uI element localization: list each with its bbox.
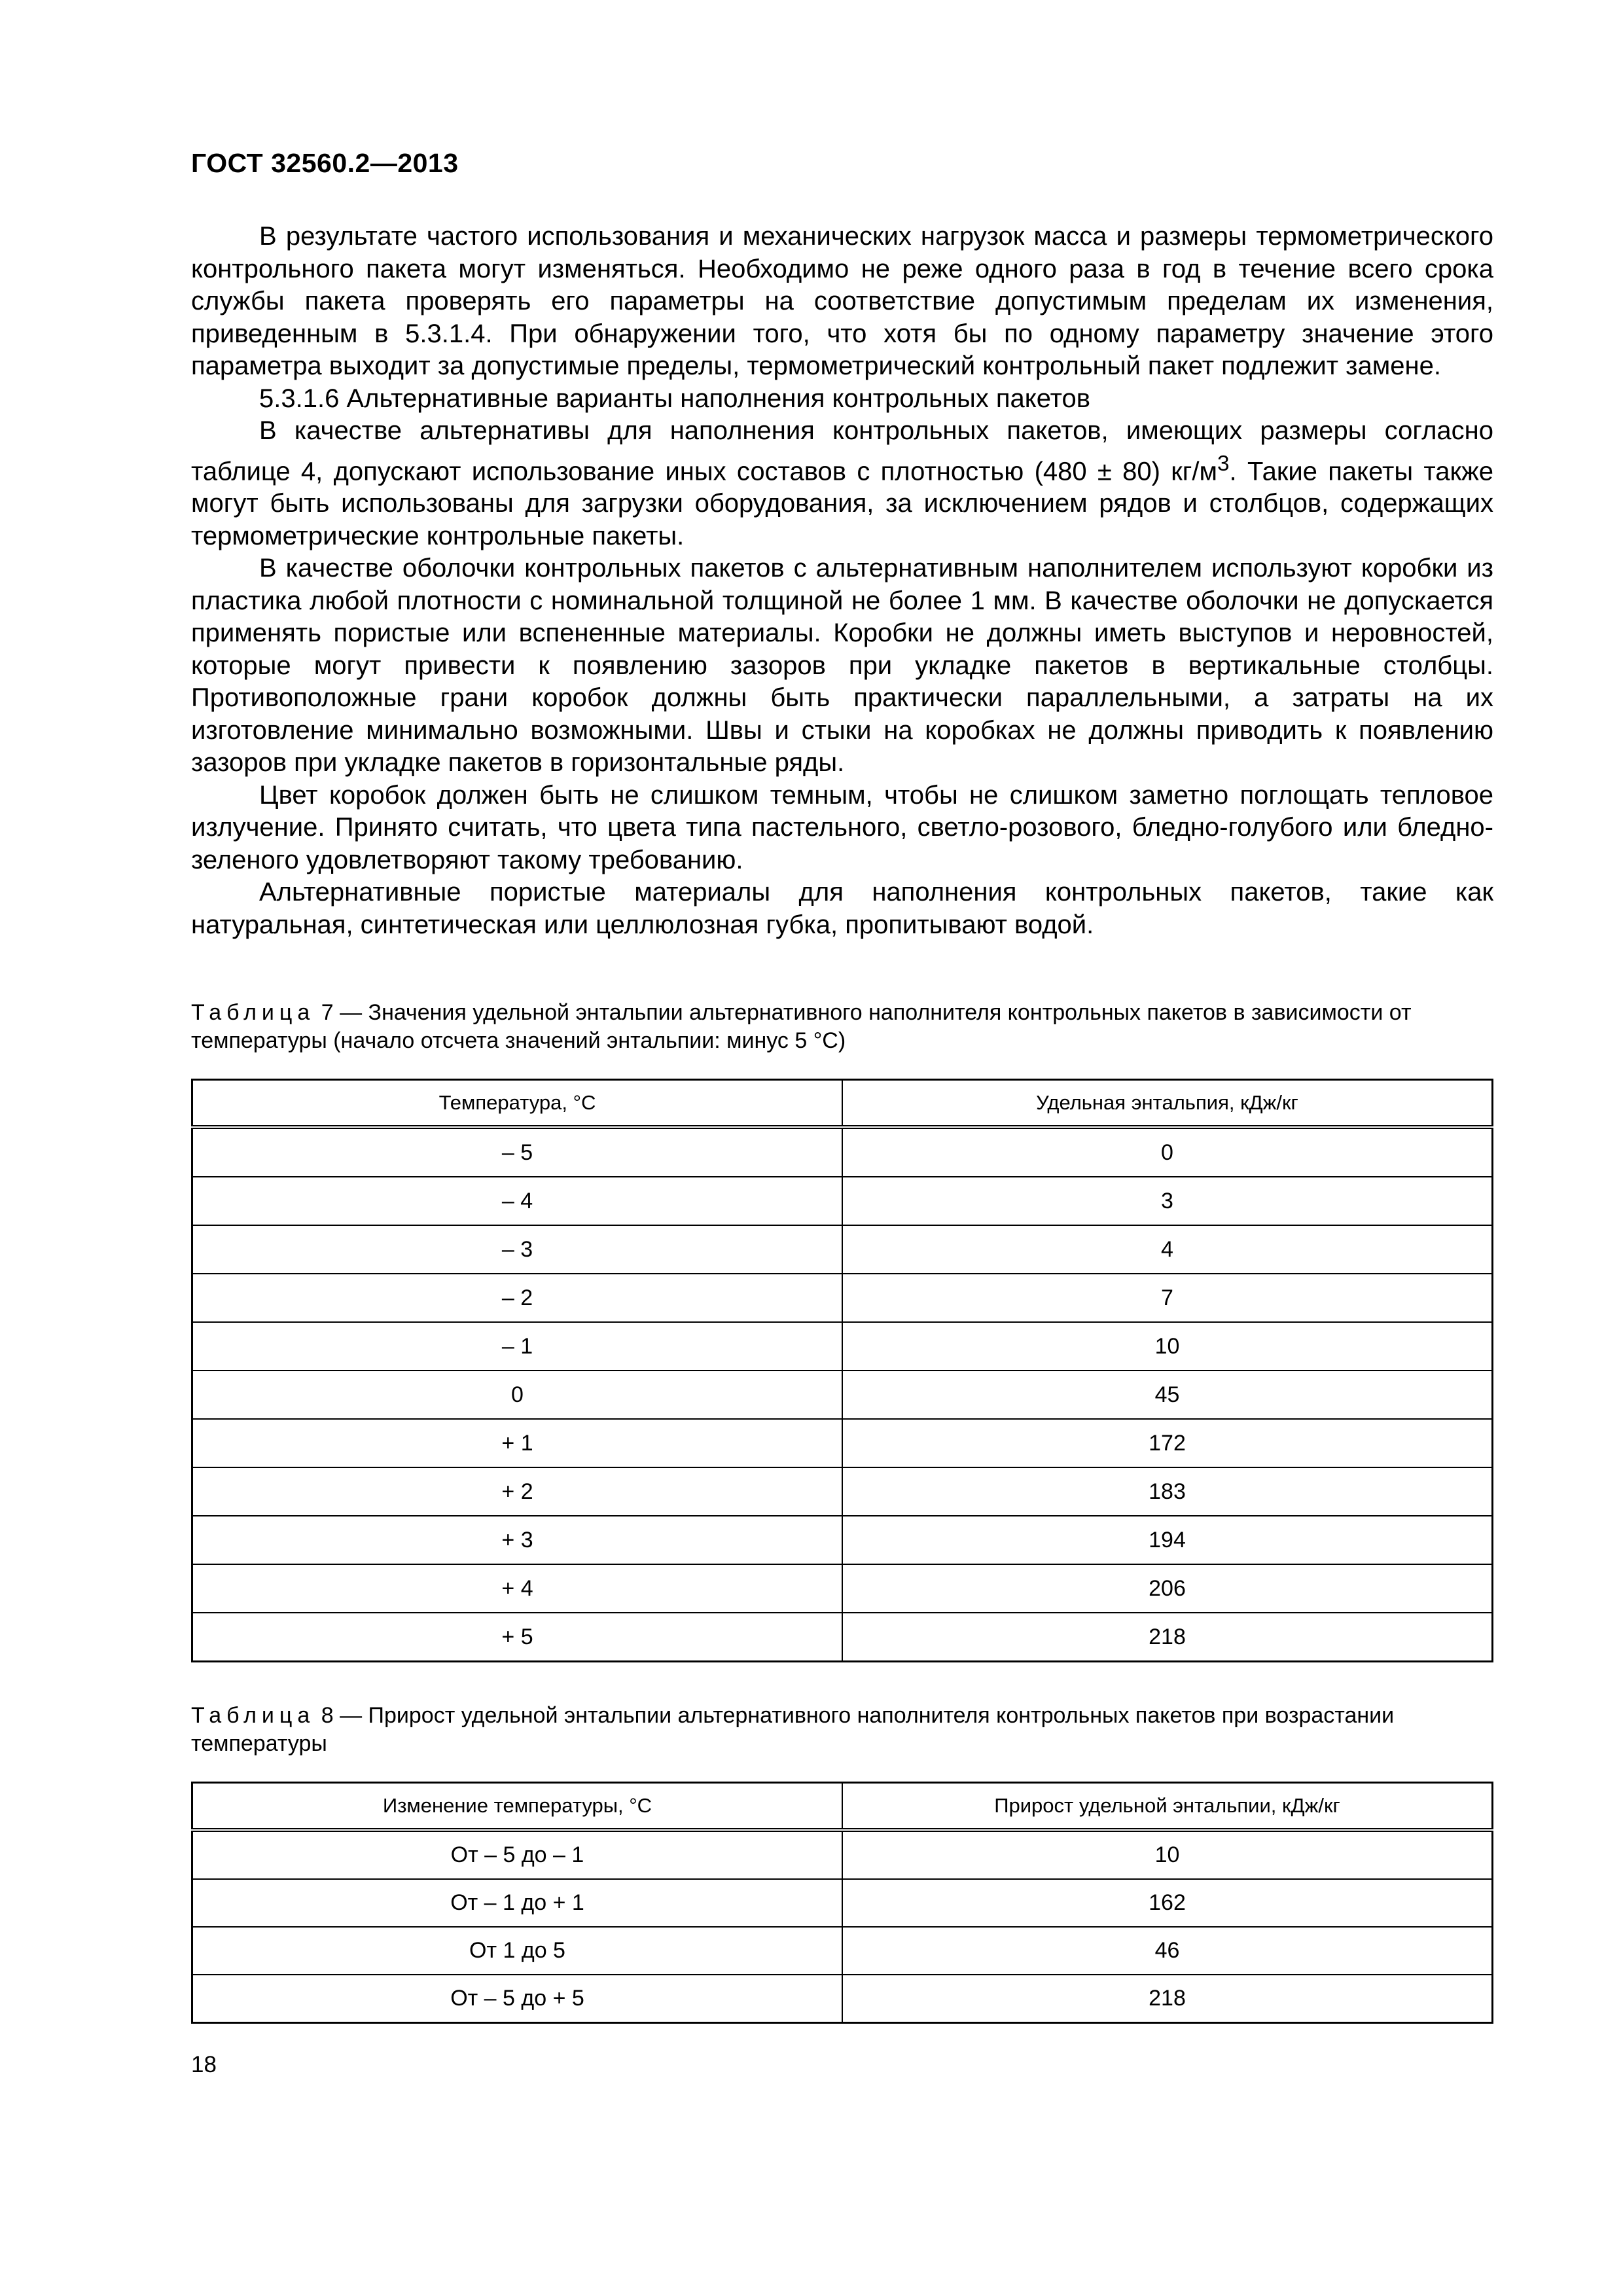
table-row	[192, 1830, 1493, 1879]
table-cell: 194	[842, 1516, 1493, 1564]
table-cell: 0	[192, 1371, 843, 1419]
table-cell: 45	[842, 1371, 1493, 1419]
page-number: 18	[191, 2052, 217, 2077]
table-row	[192, 1467, 1493, 1516]
paragraph: Цвет коробок должен быть не слишком темным, чтобы не слишком заметно поглощать тепловое излучение. Принято считать, что цвета типа пастельного, светло-розового, бледно-голубого или бледно-зеленого удовлетворяют такому требованию.	[191, 780, 1493, 874]
table-header-cell: Прирост удельной энтальпии, кДж/кг	[842, 1783, 1493, 1831]
table-cell: 46	[842, 1927, 1493, 1975]
standard-header: ГОСТ 32560.2—2013	[191, 148, 459, 178]
paragraph: В качестве альтернативы для наполнения контрольных пакетов, имеющих размеры согласно таблице 4, допускают использование иных составов с плотностью (480 ± 80) $кг/м^3$. Такие пакеты также могут быть использованы для загрузки оборудования, за исключением рядов и столбцов, содержащих термометрические контрольные пакеты.	[191, 416, 1493, 550]
table-cell: 4	[842, 1225, 1493, 1274]
table-header-cell: Температура, °C	[192, 1080, 843, 1128]
table-row	[192, 1516, 1493, 1564]
table-row	[192, 1419, 1493, 1467]
table-cell: 162	[842, 1879, 1493, 1927]
table-cell: 10	[842, 1322, 1493, 1371]
table-cell: От – 5 до – 1	[192, 1830, 843, 1879]
table-cell: – 5	[192, 1127, 843, 1177]
table-cell: 7	[842, 1274, 1493, 1322]
table-cell: От – 5 до + 5	[192, 1975, 843, 2023]
table-cell: 183	[842, 1467, 1493, 1516]
table-cell: + 3	[192, 1516, 843, 1564]
table-row	[192, 1127, 1493, 1177]
table-cell: 172	[842, 1419, 1493, 1467]
table-header-cell: Изменение температуры, °C	[192, 1783, 843, 1831]
table-cell: + 5	[192, 1613, 843, 1662]
table-cell: От 1 до 5	[192, 1927, 843, 1975]
table-row	[192, 1177, 1493, 1225]
table-row	[192, 1225, 1493, 1274]
table-cell: От – 1 до + 1	[192, 1879, 843, 1927]
table-cell: 10	[842, 1830, 1493, 1879]
table-7	[191, 1079, 1493, 1662]
paragraph: Альтернативные пористые материалы для наполнения контрольных пакетов, такие как натуральная, синтетическая или целлюлозная губка, пропитывают водой.	[191, 878, 1493, 939]
table-row	[192, 1274, 1493, 1322]
table-cell: – 4	[192, 1177, 843, 1225]
table-7-caption: Таблица 7 — Значения удельной энтальпии альтернативного наполнителя контрольных пакетов в зависимости от температуры (начало отсчета значений энтальпии: минус 5 °C)	[191, 1000, 1412, 1053]
table-row	[192, 1322, 1493, 1371]
table-8-caption: Таблица 8 — Прирост удельной энтальпии альтернативного наполнителя контрольных пакетов при возрастании температуры	[191, 1703, 1395, 1756]
table-cell: 218	[842, 1975, 1493, 2023]
table-row	[192, 1975, 1493, 2023]
table-cell: + 2	[192, 1467, 843, 1516]
table-cell: 206	[842, 1564, 1493, 1613]
table-row	[192, 1879, 1493, 1927]
superscript: 3	[1217, 451, 1230, 476]
table-cell: + 4	[192, 1564, 843, 1613]
paragraph: В качестве оболочки контрольных пакетов с альтернативным наполнителем используют коробки из пластика любой плотности с номинальной толщиной не более 1 мм. В качестве оболочки не допускается применять пористые или вспененные материалы. Коробки не должны иметь выступов и неровностей, которые могут привести к появлению зазоров при укладке пакетов в вертикальные столбцы. Противоположные грани коробок должны быть практически параллельными, а затраты на их изготовление минимально возможными. Швы и стыки на коробках не должны приводить к появлению зазоров при укладке пакетов в горизонтальные ряды.	[191, 554, 1493, 778]
table-row	[192, 1371, 1493, 1419]
table-cell: – 3	[192, 1225, 843, 1274]
table-cell: 3	[842, 1177, 1493, 1225]
table-cell: – 1	[192, 1322, 843, 1371]
body-text	[191, 221, 1493, 941]
table-row	[192, 1927, 1493, 1975]
table-cell: 0	[842, 1127, 1493, 1177]
table-8	[191, 1782, 1493, 2024]
table-cell: + 1	[192, 1419, 843, 1467]
table-cell: 218	[842, 1613, 1493, 1662]
table-cell: – 2	[192, 1274, 843, 1322]
table-row	[192, 1564, 1493, 1613]
paragraph: В результате частого использования и механических нагрузок масса и размеры термометрического контрольного пакета могут изменяться. Необходимо не реже одного раза в год в течение всего срока службы пакета проверять его параметры на соответствие допустимым пределам их изменения, приведенным в 5.3.1.4. При обнаружении того, что хотя бы по одному параметру значение этого параметра выходит за допустимые пределы, термометрический контрольный пакет подлежит замене.	[191, 222, 1493, 380]
section-heading: 5.3.1.6 Альтернативные варианты наполнения контрольных пакетов	[259, 384, 1090, 413]
table-row	[192, 1613, 1493, 1662]
table-header-cell: Удельная энтальпия, кДж/кг	[842, 1080, 1493, 1128]
